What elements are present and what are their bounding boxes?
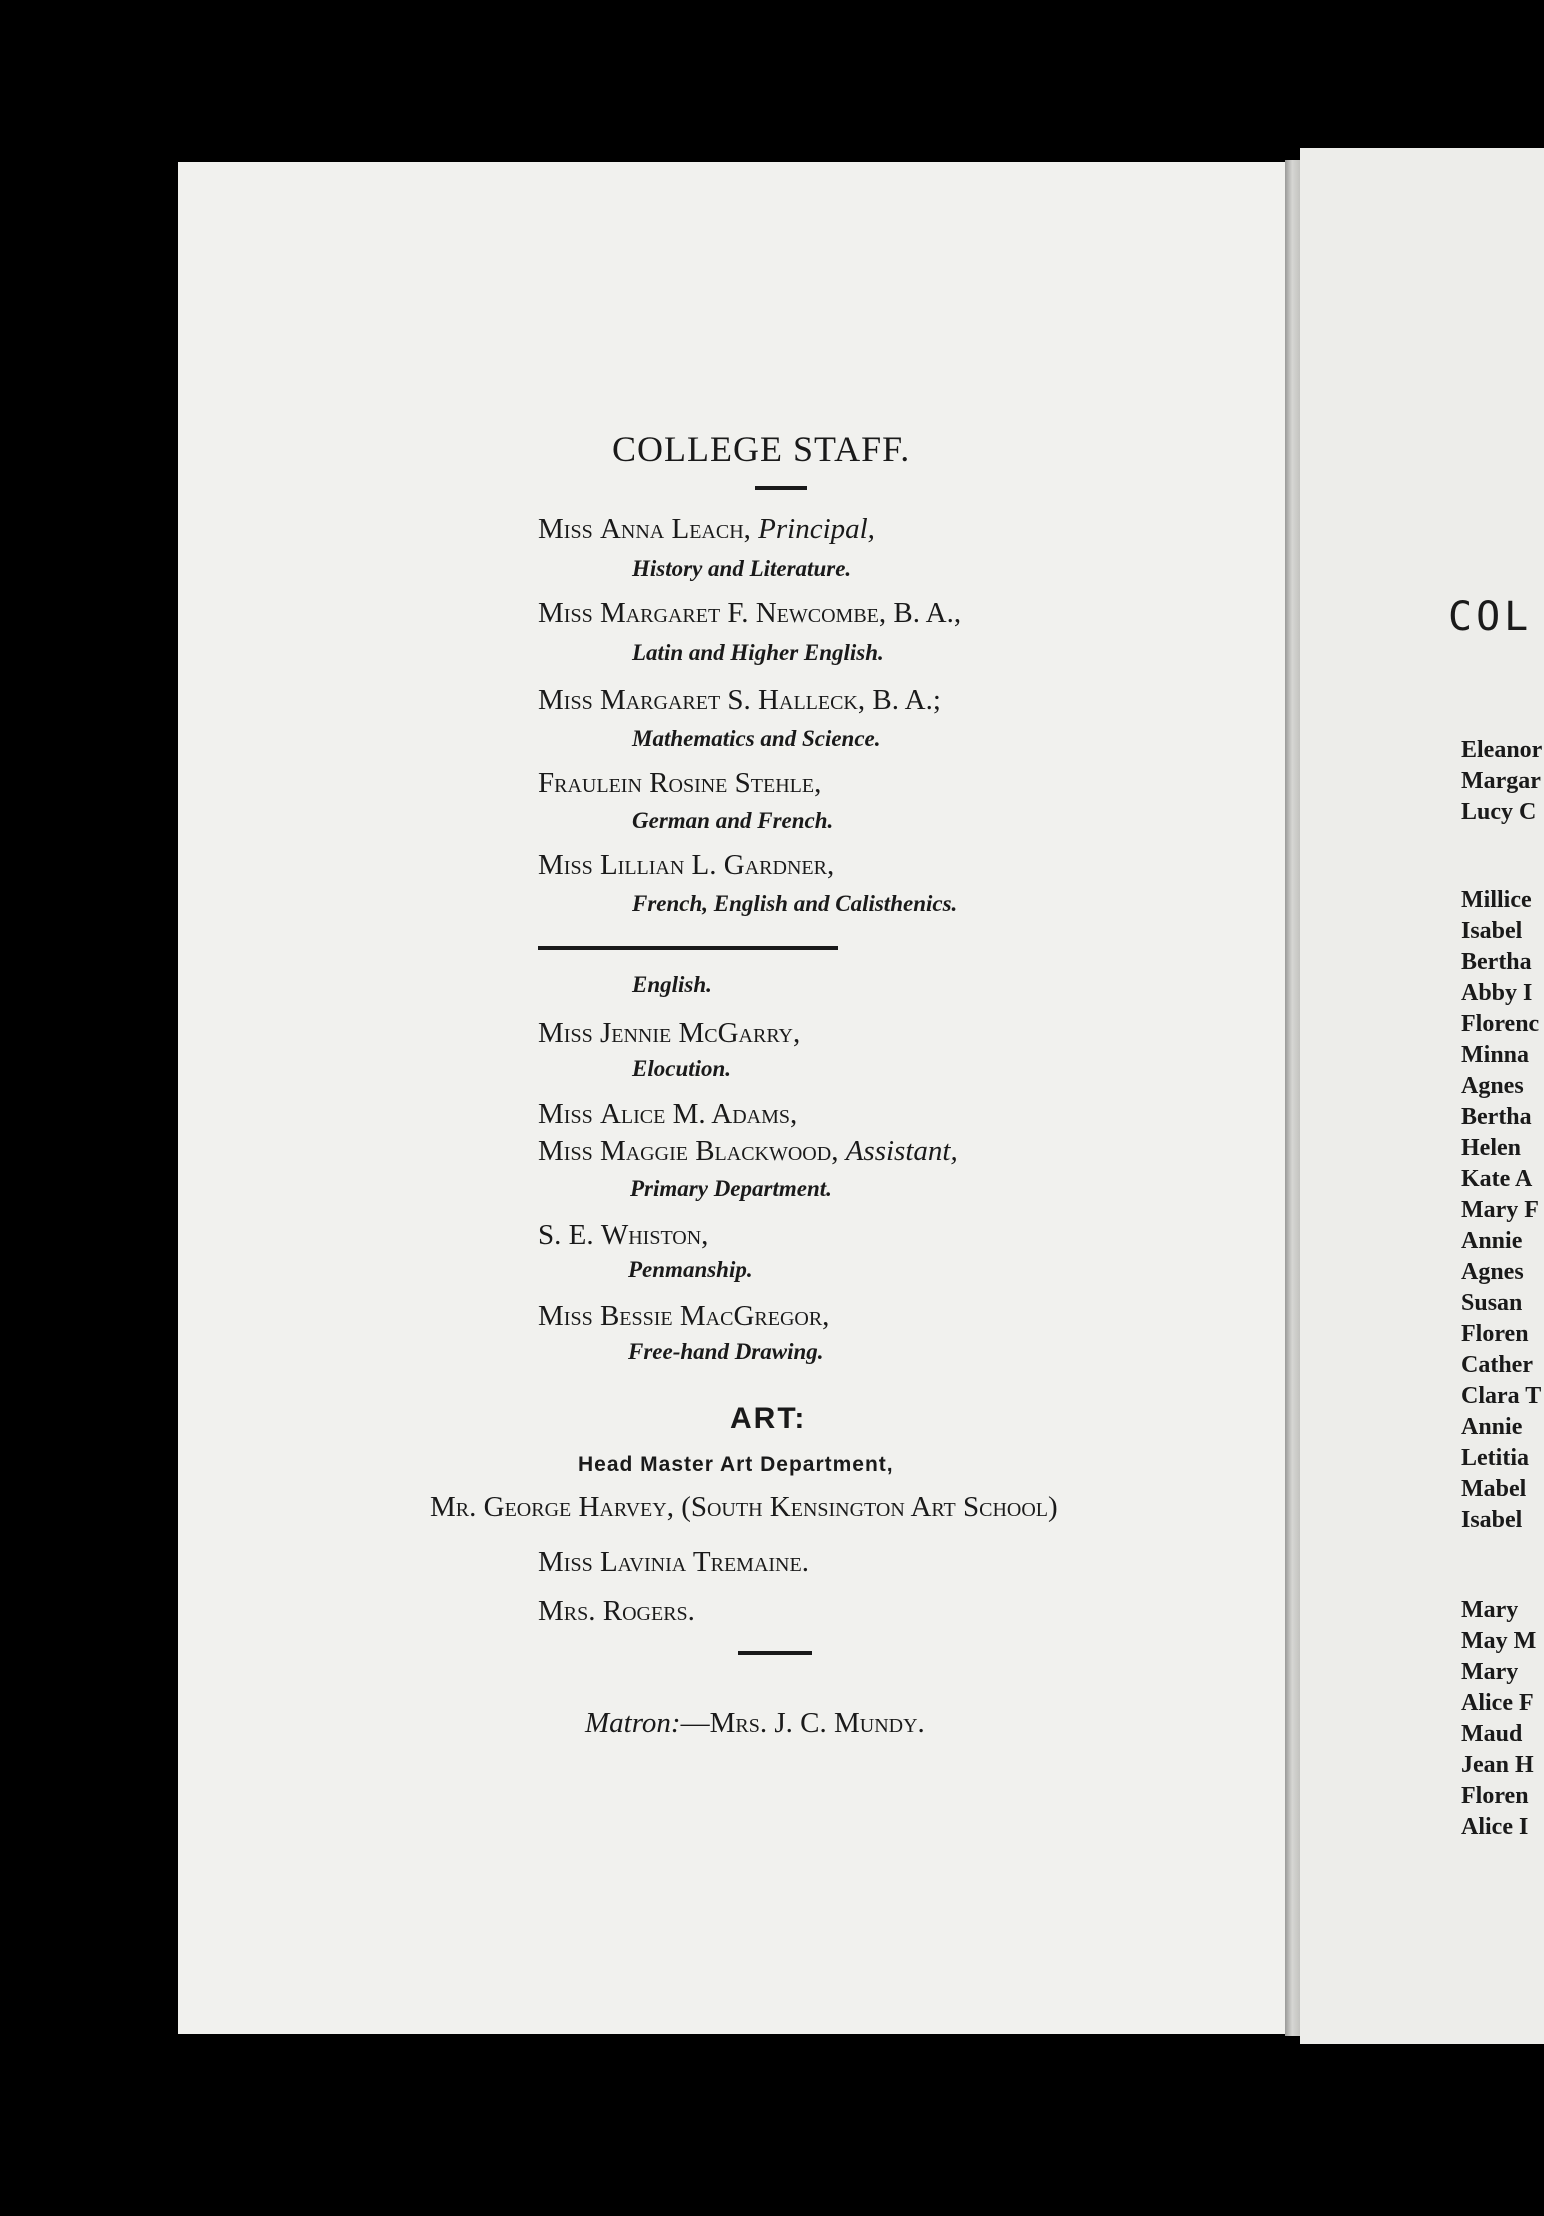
staff-entry: Miss Alice M. Adams,	[538, 1098, 798, 1130]
right-name-item: Mary	[1461, 1597, 1519, 1623]
art-member: Mrs. Rogers.	[538, 1595, 695, 1627]
right-name-item: Abby I	[1461, 980, 1533, 1006]
page-heading: COLLEGE STAFF.	[612, 429, 911, 469]
staff-subject: French, English and Calisthenics.	[632, 891, 958, 916]
right-name-item: Millice	[1461, 887, 1532, 913]
staff-entry: Fraulein Rosine Stehle,	[538, 767, 822, 799]
right-name-item: Isabel	[1461, 1507, 1523, 1533]
art-heading: ART:	[730, 1402, 807, 1435]
heading-rule	[755, 486, 807, 490]
right-name-item: Annie	[1461, 1414, 1523, 1440]
right-name-item: Annie	[1461, 1228, 1523, 1254]
right-name-item: Letitia	[1461, 1445, 1529, 1471]
right-name-item: Alice I	[1461, 1814, 1529, 1840]
art-member: Miss Lavinia Tremaine.	[538, 1546, 809, 1578]
staff-entry: Miss Margaret F. Newcombe, B. A.,	[538, 597, 962, 629]
right-name-item: Cather	[1461, 1352, 1533, 1378]
right-name-item: Lucy C	[1461, 799, 1537, 825]
staff-subject: Elocution.	[632, 1056, 732, 1081]
staff-subject: Free-hand Drawing.	[628, 1339, 824, 1364]
bottom-rule	[738, 1651, 812, 1655]
staff-entry: S. E. Whiston,	[538, 1219, 709, 1251]
right-name-item: Agnes	[1461, 1259, 1524, 1285]
staff-subject: Primary Department.	[630, 1176, 832, 1201]
right-name-item: Minna	[1461, 1042, 1530, 1068]
section-rule	[538, 946, 838, 950]
right-name-item: Kate A	[1461, 1166, 1533, 1192]
right-name-item: Isabel	[1461, 918, 1523, 944]
staff-subject: Latin and Higher English.	[632, 640, 884, 665]
right-name-item: Floren	[1461, 1321, 1529, 1347]
staff-subject: History and Literature.	[632, 556, 852, 581]
staff-subject: Mathematics and Science.	[632, 726, 881, 751]
right-name-item: Clara T	[1461, 1383, 1542, 1409]
staff-entry: Miss Margaret S. Halleck, B. A.;	[538, 684, 941, 716]
staff-entry: Miss Maggie Blackwood, Assistant,	[538, 1135, 958, 1167]
right-name-item: Margar	[1461, 768, 1541, 794]
matron-line: Matron:—Mrs. J. C. Mundy.	[585, 1707, 925, 1739]
staff-subject: Penmanship.	[628, 1257, 753, 1282]
staff-entry: Miss Jennie McGarry,	[538, 1017, 801, 1049]
right-name-item: Susan	[1461, 1290, 1523, 1316]
staff-entry: Miss Anna Leach, Principal,	[538, 513, 875, 545]
staff-entry: Miss Bessie MacGregor,	[538, 1300, 830, 1332]
right-name-item: Jean H	[1461, 1752, 1534, 1778]
right-name-item: Alice F	[1461, 1690, 1534, 1716]
right-name-item: Mary F	[1461, 1197, 1539, 1223]
right-name-item: Eleanor	[1461, 737, 1543, 763]
art-subheading: Head Master Art Department,	[578, 1453, 894, 1476]
right-name-item: Mabel	[1461, 1476, 1527, 1502]
right-name-item: Helen	[1461, 1135, 1521, 1161]
right-name-item: Bertha	[1461, 1104, 1532, 1130]
right-name-item: Bertha	[1461, 949, 1532, 975]
right-name-item: Maud	[1461, 1721, 1523, 1747]
right-name-item: Florenc	[1461, 1011, 1540, 1037]
staff-subject: German and French.	[632, 808, 834, 833]
right-name-item: Mary	[1461, 1659, 1519, 1685]
right-name-item: Floren	[1461, 1783, 1529, 1809]
right-name-item: May M	[1461, 1628, 1537, 1654]
right-heading: COL	[1448, 594, 1533, 640]
english-label: English.	[632, 972, 712, 997]
staff-entry: Miss Lillian L. Gardner,	[538, 849, 835, 881]
head-master: Mr. George Harvey, (South Kensington Art School)	[430, 1491, 1058, 1523]
right-name-item: Agnes	[1461, 1073, 1524, 1099]
